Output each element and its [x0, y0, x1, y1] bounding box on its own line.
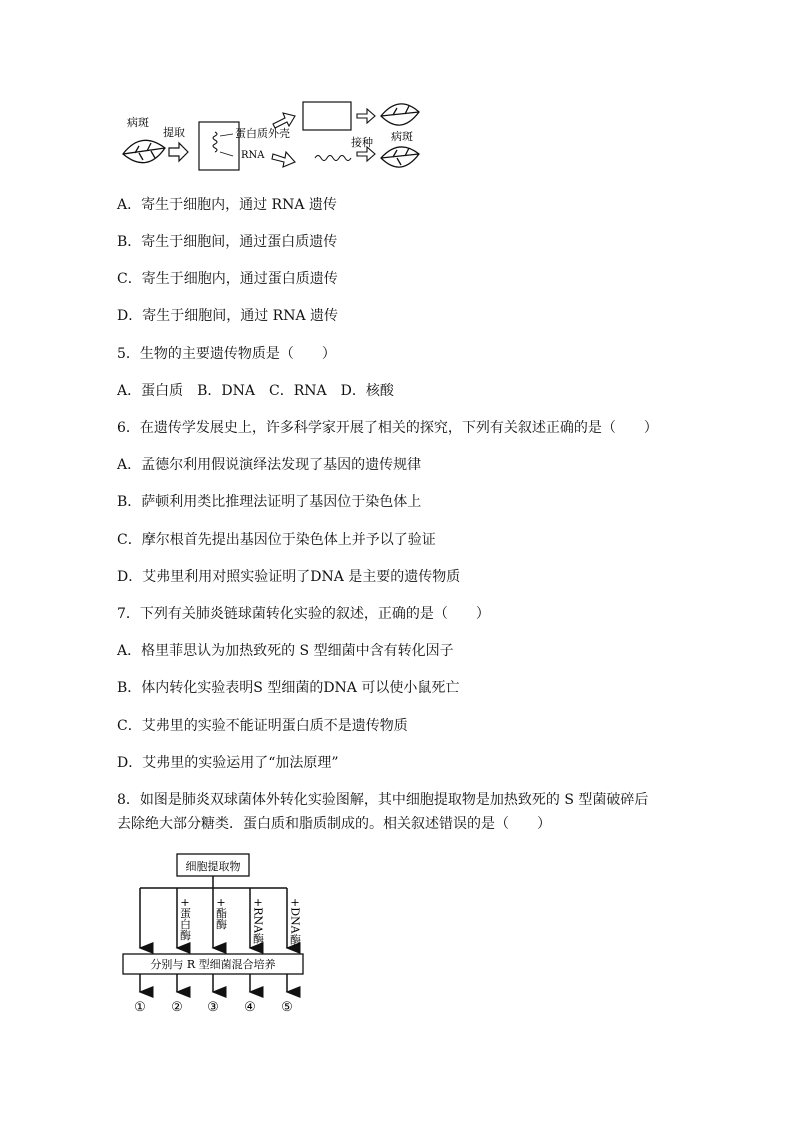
leaf-icon — [123, 140, 165, 162]
q4-option-a: A．寄生于细胞内，通过 RNA 遗传 — [117, 197, 337, 213]
arrow-icon — [273, 113, 295, 128]
top-box-label: 细胞提取物 — [185, 860, 241, 873]
q6-option-c: C．摩尔根首先提出基因位于染色体上并予以了验证 — [117, 532, 436, 548]
q6-stem: 6．在遗传学发展史上，许多科学家开展了相关的探究，下列有关叙述正确的是（ ） — [117, 420, 658, 436]
label-bingban-right: 病斑 — [391, 130, 413, 143]
q7-option-d: D．艾弗里的实验运用了“加法原理” — [117, 755, 339, 771]
arrow-icon — [272, 152, 295, 167]
q6-option-b: B．萨顿利用类比推理法证明了基因位于染色体上 — [117, 494, 422, 510]
q6-option-d: D．艾弗里利用对照实验证明了DNA 是主要的遗传物质 — [117, 569, 461, 585]
figure-virus-experiment — [117, 96, 427, 176]
result-2: ② — [171, 1000, 183, 1015]
q4-option-c: C．寄生于细胞内，通过蛋白质遗传 — [117, 271, 338, 287]
result-3: ③ — [207, 1000, 219, 1015]
q8-stem-line1: 8．如图是肺炎双球菌体外转化实验图解，其中细胞提取物是加热致死的 S 型菌破碎后 — [117, 792, 649, 808]
leaf-icon — [381, 104, 419, 125]
leaf-icon — [381, 147, 419, 167]
branch-label-dnase: +DNA酶 — [288, 898, 302, 945]
figure-transformation-diagram — [117, 850, 317, 1016]
arrow-icon — [357, 109, 375, 123]
result-5: ⑤ — [281, 1000, 293, 1015]
q4-option-d: D．寄生于细胞间，通过 RNA 遗传 — [117, 308, 339, 324]
branch-label-lipase: +酯酶 — [214, 898, 228, 930]
protein-box — [303, 102, 351, 130]
q6-option-a: A．孟德尔利用假说演绎法发现了基因的遗传规律 — [117, 457, 422, 473]
virus-box — [199, 122, 239, 170]
q7-option-a: A．格里菲思认为加热致死的 S 型细菌中含有转化因子 — [117, 643, 454, 659]
result-4: ④ — [244, 1000, 256, 1015]
arrow-icon — [169, 143, 188, 161]
q7-option-c: C．艾弗里的实验不能证明蛋白质不是遗传物质 — [117, 718, 408, 734]
coil-icon — [213, 132, 217, 152]
label-bingban-left: 病斑 — [127, 116, 149, 129]
rna-squiggle — [315, 156, 351, 161]
q5-stem: 5．生物的主要遗传物质是（ ） — [117, 346, 336, 362]
branch-label-protease: +蛋白酶 — [178, 898, 192, 941]
result-1: ① — [134, 1000, 146, 1015]
arrow-icon — [357, 147, 375, 161]
branch-label-rnase: +RNA酶 — [251, 898, 265, 945]
q7-stem: 7．下列有关肺炎链球菌转化实验的叙述，正确的是（ ） — [117, 606, 490, 622]
bottom-box-label: 分别与 R 型细菌混合培养 — [150, 958, 276, 971]
label-protein-shell: 蛋白质外壳 — [235, 127, 290, 140]
q4-option-b: B．寄生于细胞间，通过蛋白质遗传 — [117, 234, 338, 250]
label-tiqu: 提取 — [163, 126, 185, 139]
label-rna: RNA — [241, 150, 265, 161]
q8-stem-line2: 去除绝大部分糖类．蛋白质和脂质制成的。相关叙述错误的是（ ） — [117, 816, 551, 832]
q5-options: A．蛋白质 B．DNA C．RNA D．核酸 — [117, 383, 394, 399]
label-jiezhong: 接种 — [351, 136, 373, 149]
q7-option-b: B．体内转化实验表明S 型细菌的DNA 可以使小鼠死亡 — [117, 680, 460, 696]
